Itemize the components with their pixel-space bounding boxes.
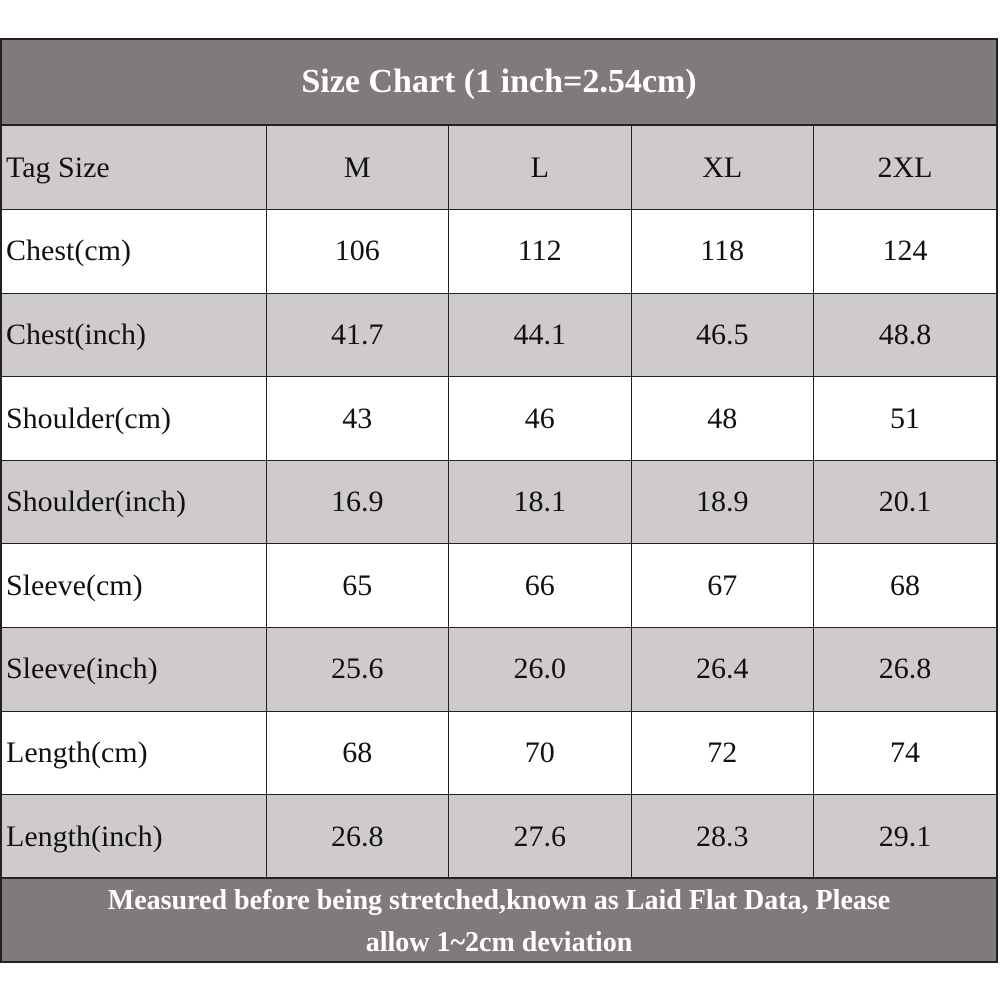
table-cell: 16.9 [266, 460, 449, 544]
row-label: Chest(cm) [2, 210, 266, 294]
table-row [2, 544, 996, 628]
table-cell: 67 [631, 544, 814, 628]
table-cell: 106 [266, 210, 449, 294]
table-cell: 20.1 [814, 460, 997, 544]
row-label: Shoulder(inch) [2, 460, 266, 544]
chart-title: Size Chart (1 inch=2.54cm) [2, 40, 996, 126]
table-cell: 29.1 [814, 795, 997, 879]
table-row [2, 460, 996, 544]
header-size-l: L [449, 126, 632, 210]
row-label: Length(inch) [2, 795, 266, 879]
table-row [2, 210, 996, 294]
table-cell: 26.0 [449, 628, 632, 712]
table-cell: 46 [449, 377, 632, 461]
table-cell: 51 [814, 377, 997, 461]
table-cell: 27.6 [449, 795, 632, 879]
table-row [2, 711, 996, 795]
table-cell: 43 [266, 377, 449, 461]
table-cell: 48 [631, 377, 814, 461]
measurement-note [2, 877, 996, 961]
row-label: Chest(inch) [2, 293, 266, 377]
table-cell: 46.5 [631, 293, 814, 377]
row-label: Length(cm) [2, 711, 266, 795]
header-size-xl: XL [631, 126, 814, 210]
size-chart [0, 38, 998, 963]
table-cell: 74 [814, 711, 997, 795]
table-cell: 118 [631, 210, 814, 294]
measurement-note-line-2: allow 1~2cm deviation [365, 927, 633, 958]
table-cell: 48.8 [814, 293, 997, 377]
table-cell: 25.6 [266, 628, 449, 712]
table-cell: 26.8 [814, 628, 997, 712]
table-cell: 65 [266, 544, 449, 628]
table-header-row [2, 126, 996, 210]
table-cell: 72 [631, 711, 814, 795]
table-cell: 66 [449, 544, 632, 628]
size-table [2, 126, 996, 879]
table-row [2, 377, 996, 461]
table-cell: 18.1 [449, 460, 632, 544]
table-cell: 112 [449, 210, 632, 294]
table-cell: 124 [814, 210, 997, 294]
table-row [2, 628, 996, 712]
row-label: Shoulder(cm) [2, 377, 266, 461]
table-row [2, 293, 996, 377]
table-cell: 41.7 [266, 293, 449, 377]
table-cell: 44.1 [449, 293, 632, 377]
row-label: Sleeve(inch) [2, 628, 266, 712]
table-cell: 28.3 [631, 795, 814, 879]
table-cell: 68 [814, 544, 997, 628]
table-row [2, 795, 996, 879]
row-label: Sleeve(cm) [2, 544, 266, 628]
header-label: Tag Size [2, 126, 266, 210]
header-size-2xl: 2XL [814, 126, 997, 210]
table-cell: 68 [266, 711, 449, 795]
header-size-m: M [266, 126, 449, 210]
table-cell: 26.8 [266, 795, 449, 879]
table-cell: 18.9 [631, 460, 814, 544]
table-cell: 70 [449, 711, 632, 795]
measurement-note-line-1: Measured before being stretched,known as Laid Flat Data, Please [107, 885, 891, 916]
table-cell: 26.4 [631, 628, 814, 712]
